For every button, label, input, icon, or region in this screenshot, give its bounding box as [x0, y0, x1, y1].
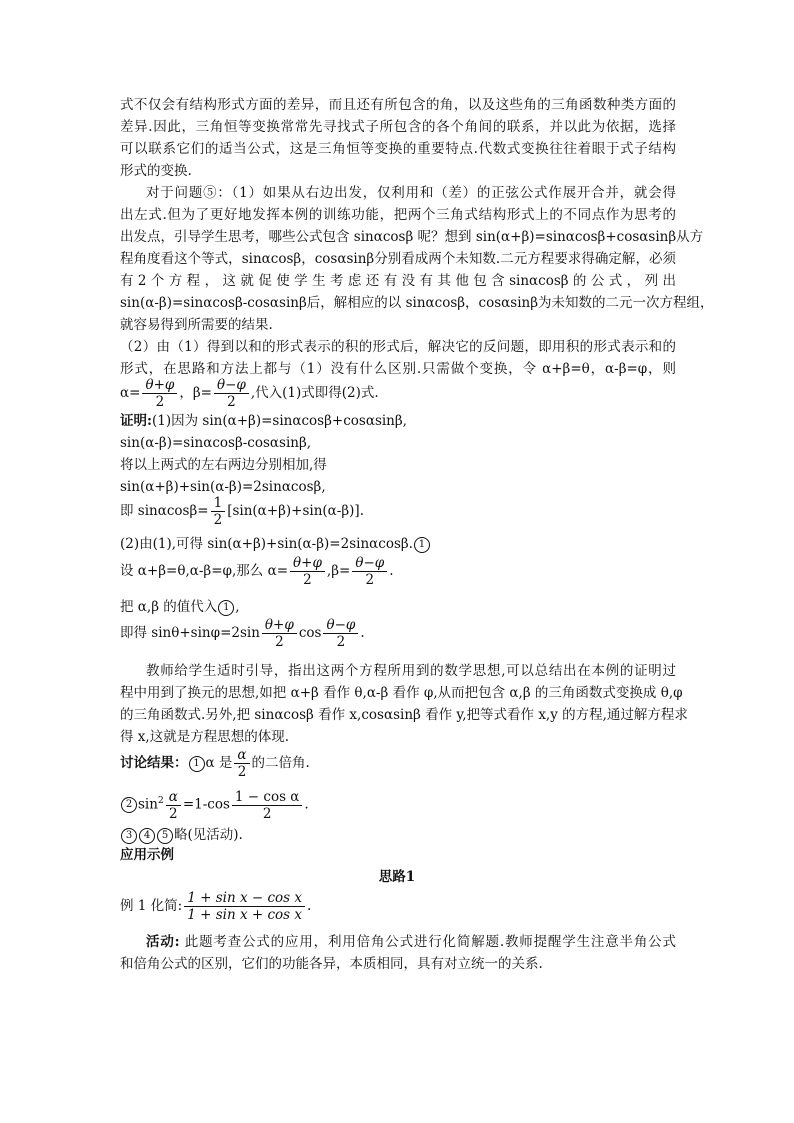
para4-line-4: 得 x,这就是方程思想的体现.: [120, 729, 289, 745]
substitution-line: α= $\frac{\theta+\varphi}{2}$ ，β= $\frac{\theta-\varphi}{2}$ ,代入(1)式即得(2)式.: [120, 377, 379, 410]
circled-number-4: 4: [139, 828, 155, 844]
fraction: $\frac{\theta+\varphi}{2}$: [262, 617, 297, 650]
activity-label: 活动:: [146, 934, 180, 950]
para2-line-3: 出发点，引导学生思考，哪些公式包含 sinαcosβ 呢？想到 sin(α+β)=sinαcosβ+cosαsinβ从方: [120, 229, 704, 245]
para2-line-4: 程角度看这个等式，sinαcosβ，cosαsinβ分别看成两个未知数.二元方程要求得确定解，必须: [120, 251, 676, 267]
proof-line-5: 即 sinαcosβ= $\frac{1}{2}$ [sin(α+β)+sin(α-β)].: [120, 495, 364, 528]
para2-line-7: 就容易得到所需要的结果.: [120, 317, 273, 333]
beta-fraction: $\frac{\theta-\varphi}{2}$: [214, 377, 249, 410]
circled-number-1: 1: [189, 756, 205, 772]
fraction: $\frac{\theta-\varphi}{2}$: [352, 555, 387, 588]
proof-line-4: sin(α+β)+sin(α-β)=2sinαcosβ,: [120, 479, 326, 495]
activity-line-2: 和倍角公式的区别，它们的功能各异，本质相同，具有对立统一的关系.: [120, 956, 543, 972]
fraction: $\frac{\theta-\varphi}{2}$: [323, 617, 358, 650]
circled-number-3: 3: [121, 828, 137, 844]
circled-number-1: 1: [218, 600, 234, 616]
discussion-line-1: 讨论结果： 1 α 是 $\frac{\alpha}{2}$ 的二倍角.: [120, 747, 310, 780]
para4-line-1: 教师给学生适时引导，指出这两个方程所用到的数学思想,可以总结出在本例的证明过: [146, 663, 676, 679]
activity-line-1: 活动: 此题考查公式的应用，利用倍角公式进行化简解题.教师提醒学生注意半角公式: [146, 934, 676, 950]
para2-line-1: 对于问题⑤：（1）如果从右边出发，仅利用和（差）的正弦公式作展开合并，就会得: [146, 185, 676, 201]
proof-label: 证明:: [120, 413, 152, 429]
para2-line-2: 出左式.但为了更好地发挥本例的训练功能，把两个三角式结构形式上的不同点作为思考的: [120, 207, 676, 223]
discussion-line-2: 2 $\sin^2$ $\frac{\alpha}{2}$ =1-cos $\frac{\text{1 − cos α}}{2}$ .: [120, 784, 676, 822]
circled-number-1: 1: [414, 537, 430, 553]
para4-line-3: 的三角函数式.另外,把 sinαcosβ 看作 x,cosαsinβ 看作 y,把等式看作 x,y 的方程,通过解方程求: [120, 707, 688, 723]
proof-line-3: 将以上两式的左右两边分别相加,得: [120, 457, 327, 473]
para3-line-2: 形式，在思路和方法上都与（1）没有什么区别.只需做个变换，令 α+β=θ，α-β=φ，则: [120, 361, 676, 377]
fraction: $\frac{\theta+\varphi}{2}$: [290, 555, 325, 588]
fraction: $\frac{\text{1 − cos α}}{2}$: [232, 789, 303, 822]
fraction: $\frac{\alpha}{2}$: [234, 747, 249, 780]
half-fraction: $\frac{1}{2}$: [211, 495, 226, 528]
section-title: 应用示例: [120, 847, 174, 863]
example-fraction: $\frac{\text{1 + sin x − cos x}}{\text{1 + sin x + cos x}}$: [184, 890, 305, 923]
para3-line-1: （2）由（1）得到以和的形式表示的积的形式后，解决它的反问题，即用积的形式表示和的: [120, 339, 676, 355]
para1-line-1: 式不仅会有结构形式方面的差异，而且还有所包含的角，以及这些角的三角函数种类方面的: [120, 97, 676, 113]
subtitle: 思路1: [378, 869, 416, 885]
proof-line-8: 把 α,β 的值代入 1 ,: [120, 599, 240, 615]
proof-line-2: sin(α-β)=sinαcosβ-cosαsinβ,: [120, 435, 312, 451]
proof-line-6: (2)由(1),可得 sin(α+β)+sin(α-β)=2sinαcosβ. 1: [120, 535, 676, 553]
para1-line-3: 可以联系它们的适当公式，这是三角恒等变换的重要特点.代数式变换往往着眼于式子结构: [120, 141, 676, 157]
proof-line-9: 即得 sinθ+sinφ=2sin $\frac{\theta+\varphi}{2}$ cos $\frac{\theta-\varphi}{2}$ .: [120, 617, 365, 650]
para2-line-6: sin(α-β)=sinαcosβ-cosαsinβ后，解相应的以 sinαcosβ，cosαsinβ为未知数的二元一次方程组，: [120, 295, 714, 311]
para1-line-4: 形式的变换.: [120, 163, 192, 179]
proof-line-7: 设 α+β=θ,α-β=φ,那么 α= $\frac{\theta+\varphi}{2}$ ,β= $\frac{\theta-\varphi}{2}$ .: [120, 555, 394, 588]
para1-line-2: 差异.因此，三角恒等变换常常先寻找式子所包含的各个角间的联系，并以此为依据，选择: [120, 119, 676, 135]
circled-number-2: 2: [121, 797, 137, 813]
para4-line-2: 程中用到了换元的思想,如把 α+β 看作 θ,α-β 看作 φ,从而把包含 α,β 的三角函数式变换成 θ,φ: [120, 685, 683, 701]
alpha-fraction: $\frac{\theta+\varphi}{2}$: [142, 377, 177, 410]
example-1: 例 1 化简: $\frac{\text{1 + sin x − cos x}}{\text{1 + sin x + cos x}}$ .: [120, 890, 312, 923]
discussion-line-3: 3 4 5 略(见活动).: [120, 826, 676, 844]
para2-line-5: 有 2 个 方 程 ， 这 就 促 使 学 生 考 虑 还 有 没 有 其 他 包 含 sinαcosβ 的 公 式 ， 列 出: [120, 273, 676, 289]
fraction: $\frac{\alpha}{2}$: [166, 789, 181, 822]
circled-number-5: 5: [157, 828, 173, 844]
proof-line-1: 证明:(1)因为 sin(α+β)=sinαcosβ+cosαsinβ,: [120, 413, 407, 429]
discussion-label: 讨论结果：: [120, 755, 188, 771]
